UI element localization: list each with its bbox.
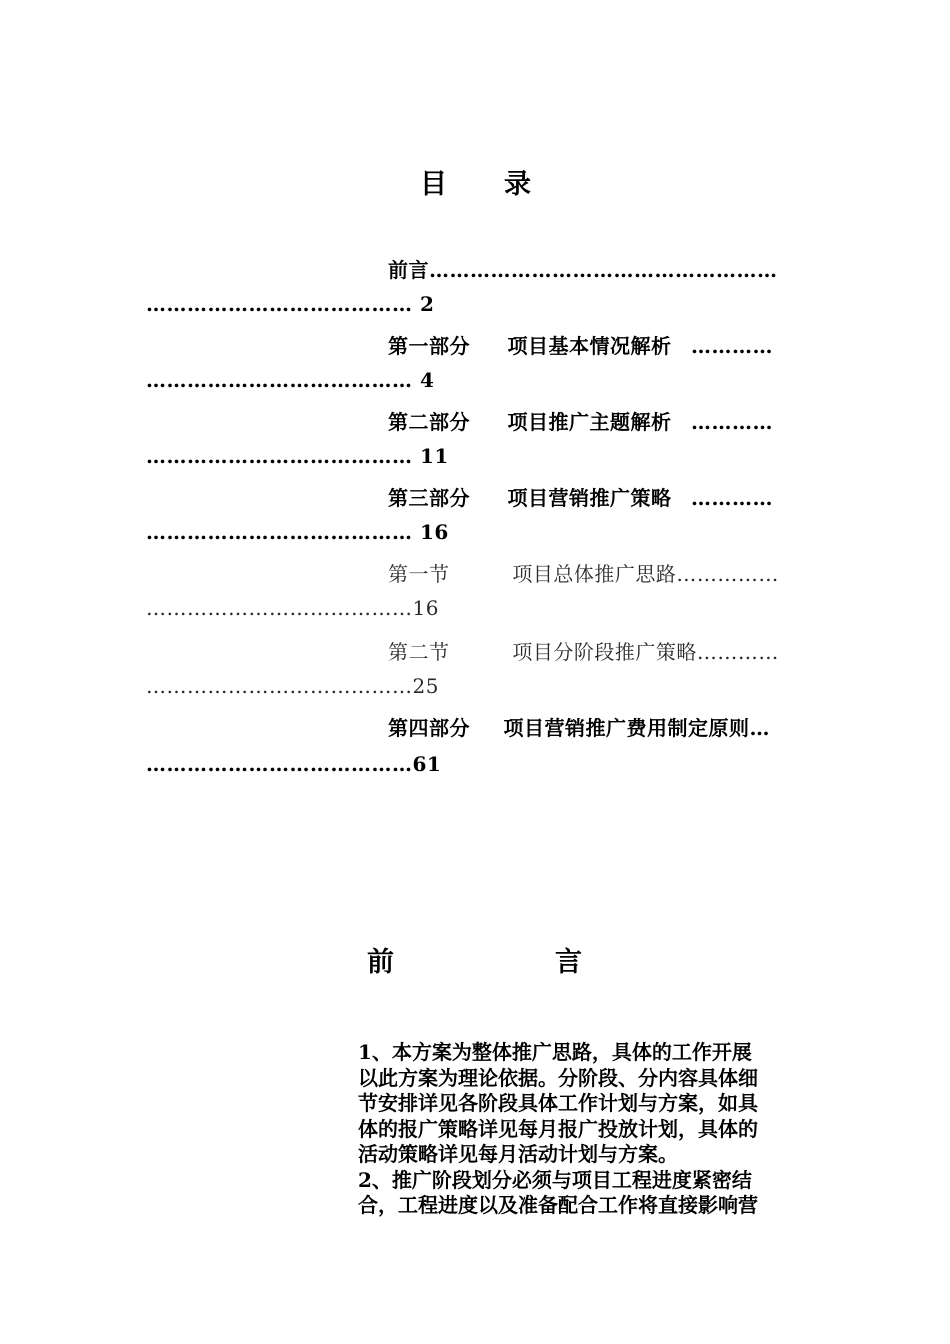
toc-leader-dots: ……………………………………………	[429, 258, 778, 282]
preface-title-char-1: 前	[367, 947, 394, 978]
toc-entry-part-2-cont	[146, 444, 449, 468]
toc-entry-label: 第四部分	[388, 716, 470, 740]
toc-entry-preface[interactable]	[388, 254, 778, 283]
toc-entry-label: 第一节	[388, 562, 450, 586]
toc-entry-label: 前言	[388, 258, 429, 282]
toc-leader-dots: …………	[696, 640, 779, 664]
toc-title-char-1: 目	[420, 169, 447, 200]
toc-entry-title: 项目推广主题解析	[507, 410, 672, 434]
toc-page-number: 11	[419, 444, 449, 468]
toc-entry-part-3-cont	[146, 520, 449, 544]
toc-page-number: 16	[419, 520, 449, 544]
toc-leader-dots: …………………………………	[146, 292, 413, 316]
toc-entry-label: 第一部分	[388, 334, 470, 358]
toc-leader-dots: …………	[690, 334, 773, 358]
toc-page-number: 25	[412, 674, 439, 698]
toc-entry-title: 项目总体推广思路	[512, 562, 677, 586]
preface-line: 体的报广策略详见每月报广投放计划，具体的	[358, 1116, 758, 1141]
preface-line: 2、推广阶段划分必须与项目工程进度紧密结	[358, 1167, 752, 1192]
toc-leader-dots: …………	[690, 410, 773, 434]
toc-leader-dots: …………………………………	[146, 444, 413, 468]
toc-page-number: 2	[419, 292, 435, 316]
toc-entry-title: 项目营销推广策略	[507, 486, 672, 510]
toc-entry-section-1-cont	[146, 596, 439, 620]
toc-page-number: 4	[419, 368, 435, 392]
toc-entry-section-1[interactable]	[388, 558, 779, 587]
toc-leader-dots: ……………	[676, 562, 779, 586]
toc-entry-title: 项目营销推广费用制定原则	[503, 716, 750, 740]
toc-entry-part-2[interactable]	[388, 406, 773, 435]
toc-leader-dots: …………………………………	[146, 752, 413, 776]
toc-entry-label: 第二节	[388, 640, 450, 664]
toc-leader-dots: …………………………………	[146, 368, 413, 392]
toc-leader-dots: …………	[690, 486, 773, 510]
toc-entry-title: 项目基本情况解析	[507, 334, 672, 358]
preface-line: 1、本方案为整体推广思路，具体的工作开展	[358, 1040, 752, 1064]
toc-entry-label: 第三部分	[388, 486, 470, 510]
preface-line: 节安排详见各阶段具体工作计划与方案，如具	[358, 1091, 758, 1115]
preface-line: 以此方案为理论依据。分阶段、分内容具体细	[358, 1065, 758, 1090]
preface-body	[358, 1040, 806, 1219]
toc-entry-part-1[interactable]	[388, 330, 773, 359]
toc-entry-part-4-cont	[146, 752, 441, 776]
toc-entry-section-2-cont	[146, 674, 439, 698]
toc-leader-dots: …………………………………	[146, 520, 413, 544]
toc-entry-part-4[interactable]	[388, 712, 770, 741]
preface-line: 合，工程进度以及准备配合工作将直接影响营	[358, 1193, 758, 1217]
toc-entry-part-3[interactable]	[388, 482, 773, 511]
toc-leader-dots: …………………………………	[146, 674, 413, 698]
toc-page-number: 61	[412, 752, 442, 776]
toc-entry-title: 项目分阶段推广策略	[512, 640, 697, 664]
toc-entry-label: 第二部分	[388, 410, 470, 434]
toc-entry-section-2[interactable]	[388, 636, 779, 665]
toc-title-char-2: 录	[504, 169, 531, 200]
preface-title-char-2: 言	[555, 947, 582, 978]
toc-page-number: 16	[412, 596, 439, 620]
toc-entry-part-1-cont	[146, 368, 434, 392]
toc-leader-dots: …	[749, 716, 770, 740]
preface-line: 活动策略详见每月活动计划与方案。	[358, 1142, 678, 1166]
toc-leader-dots: …………………………………	[146, 596, 413, 620]
toc-entry-preface-cont	[146, 292, 434, 316]
